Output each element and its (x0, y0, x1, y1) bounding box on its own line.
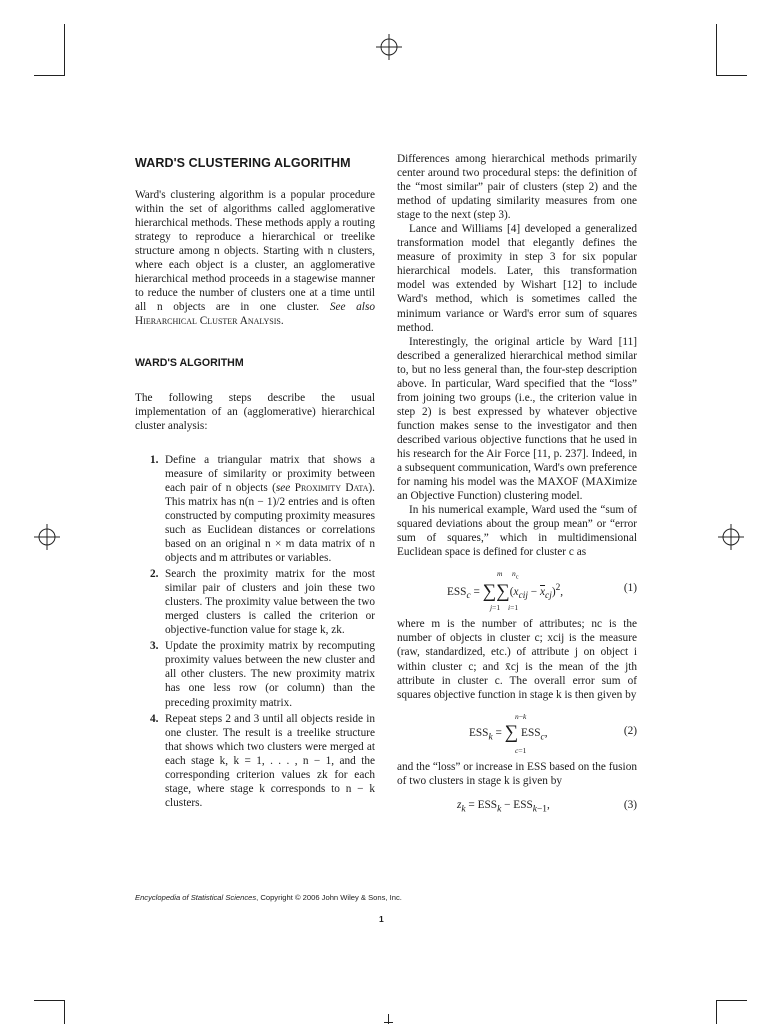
section-heading: WARD'S ALGORITHM (135, 356, 244, 369)
equation-2-number: (2) (623, 724, 637, 737)
crop-mark-bottom-left-vertical (64, 1000, 65, 1024)
equation-3-number: (3) (623, 798, 637, 811)
paragraph-lance-williams: Lance and Williams [4] developed a generalized transformation model that elegantly defines the measure of proximity in step 3 for six popular hierarchical models. Later, this transformation model was extended by Wishart [12] to include Ward's method, which is sometimes called the minimum variance or Ward's error sum of squares method. (397, 223, 637, 334)
step-item (135, 453, 375, 565)
see-label: see (275, 481, 291, 494)
eq2-upper: n−k (515, 711, 527, 721)
step-text: Repeat steps 2 and 3 until all objects reside in one cluster. The result is a treelike structure that shows which two clusters were merged at each stage k, k = 1, . . . , n − 1, and the corresponding criterion values zk for each stage, where stage k corresponds to n − k clusters. (165, 712, 375, 809)
intro-text: Ward's clustering algorithm is a popular procedure within the set of algorithms called agglomerative hierarchical methods. These methods apply a routing strategy to reproduce a hierarchical or treelike structure among n objects. Starting with n clusters, where each object is a cluster, an agglomerative hierarchical method proceeds in a stagewise manner to reduce the number of clusters one at a time until all n objects are in one cluster. (135, 189, 375, 314)
right-column (397, 152, 637, 820)
step-number: 4. (150, 712, 159, 725)
eq3-body: $z_k = ESS_k - ESS_{k-1}$, (457, 798, 550, 814)
step-item (135, 567, 375, 637)
step-item (135, 712, 375, 810)
crop-mark-bottom-center-bar (384, 1022, 393, 1023)
eq1-upper-m: m (497, 569, 503, 579)
step-text-pre: Define a triangular matrix that shows a measure of similarity or proximity between each pair of n objects ( (165, 453, 375, 494)
eq2-lower: c=1 (515, 745, 527, 755)
equation-1 (397, 567, 637, 611)
footer-citation (135, 893, 402, 902)
article-title: WARD'S CLUSTERING ALGORITHM (135, 156, 351, 170)
intro-paragraph (135, 188, 375, 328)
step-number: 2. (150, 568, 159, 581)
eq1-upper-nc: $n_c$ (512, 569, 519, 581)
step-text: Search the proximity matrix for the most similar pair of clusters and join these two clusters. The proximity value between the two merged clusters is called the criterion or objective-function value for stage k, zk. (165, 568, 375, 637)
registration-mark-left-icon (34, 524, 60, 550)
paragraph-after-eq2: and the “loss” or increase in ESS based on the fusion of two clusters in stage k is given by (397, 760, 637, 787)
crop-mark-top-left-horizontal (34, 75, 65, 76)
page-number: 1 (379, 914, 384, 924)
registration-mark-top-icon (376, 34, 402, 60)
see-also-link[interactable]: Hierarchical Cluster Analysis. (135, 315, 284, 328)
crop-mark-bottom-right-horizontal (716, 1000, 747, 1001)
paragraph-numerical-example: In his numerical example, Ward used the “sum of squared deviations about the group mean” or “error sum of squares,” which in multidimensional Euclidean space is defined for cluster c as (397, 504, 637, 559)
paragraph-differences: Differences among hierarchical methods primarily center around two procedural steps: the definition of the “most similar” pair of clusters (step 2) and the method of updating similarity measures from one stage to the next (step 3). (397, 153, 637, 222)
equation-3 (397, 794, 637, 820)
equation-2 (397, 710, 637, 754)
eq1-body: $ESS_c = \sum\sum(x_{cij} - \overline{x}_{cj})^2$, (447, 581, 564, 603)
paragraph-after-eq1: where m is the number of attributes; nc is the number of objects in cluster c; xcij is the measure (raw, standardized, etc.) of attribute j on object i within cluster c; and x̄cj is the mean of the jth attribute in cluster c. The overall error sum of squares objective function in stage k is then given by (397, 618, 637, 701)
section-intro: The following steps describe the usual implementation of an (agglomerative) hierarchical cluster analysis: (135, 391, 375, 432)
steps-list (135, 453, 375, 810)
eq1-lower-j: j=1 (490, 603, 501, 613)
see-also-label: See also (329, 301, 375, 314)
equation-1-number: (1) (623, 582, 637, 595)
crop-mark-top-right-vertical (716, 24, 717, 76)
eq1-lower-i: i=1 (508, 603, 519, 613)
paragraph-ward-original: Interestingly, the original article by Ward [11] described a generalized hierarchical method similar to, but no less general than, the four-step description above. In particular, Ward specified that the “loss” from joining two groups (i.e., the criterion value in step 2) is best expressed by whatever objective function makes sense to the investigator and then described various objective functions that he used in his research for the Air Force [11, p. 237]. Indeed, in a subsequent communication, Ward's own preference for naming his model was the MAXOF (MAXimize an Objective Function) clustering model. (397, 335, 637, 503)
crop-mark-bottom-right-vertical (716, 1000, 717, 1024)
footer-copyright: , Copyright © 2006 John Wiley & Sons, Inc. (256, 893, 402, 902)
footer-source: Encyclopedia of Statistical Sciences (135, 893, 257, 902)
step-number: 1. (150, 453, 159, 466)
step-item (135, 639, 375, 709)
step-number: 3. (150, 640, 159, 653)
crop-mark-bottom-left-horizontal (34, 1000, 65, 1001)
step-text-post: ). This matrix has n(n − 1)/2 entries and is often constructed by computing proximity measures such as Euclidean distances or correlations based on an original n × m data matrix of n objects and m attributes or variables. (165, 481, 375, 565)
registration-mark-right-icon (718, 524, 744, 550)
step-text: Update the proximity matrix by recomputing proximity values between the new cluster and all other clusters. The new proximity matrix has one less row (or column) than the preceding proximity matrix. (165, 640, 375, 709)
crop-mark-top-right-horizontal (716, 75, 747, 76)
eq2-body: $ESS_k$ = ∑ $ESS_c$, (469, 721, 548, 743)
proximity-data-link[interactable]: Proximity Data (294, 481, 369, 494)
left-column (135, 152, 375, 812)
crop-mark-top-left-vertical (64, 24, 65, 76)
